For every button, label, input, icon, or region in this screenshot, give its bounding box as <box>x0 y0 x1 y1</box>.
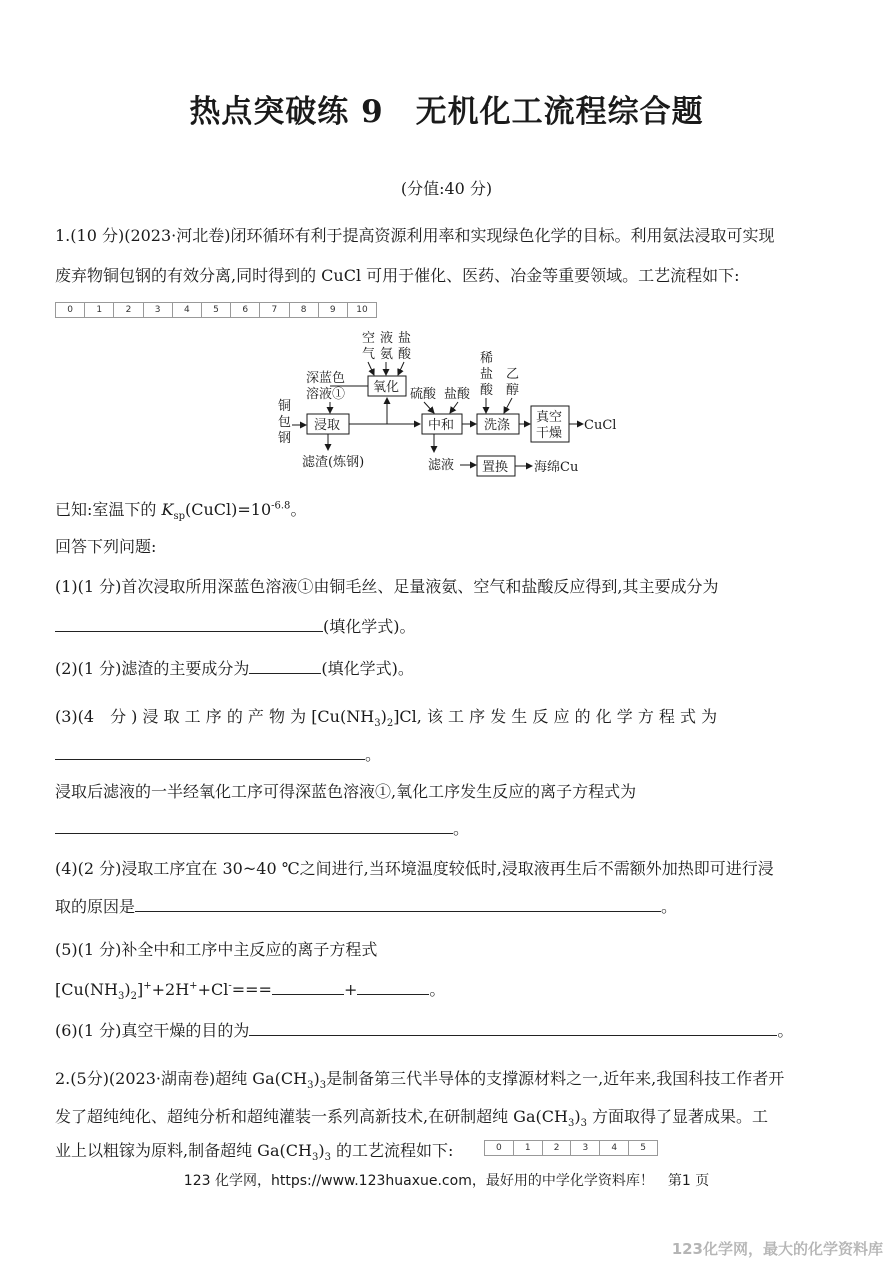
ruler-cell[interactable]: 0 <box>485 1141 514 1155</box>
answer-blank-p5a[interactable] <box>272 980 344 995</box>
flow-custeel-1: 铜 <box>278 399 292 414</box>
answer-blank-p3a[interactable] <box>55 745 365 760</box>
q1-part1: (1)(1 分)首次浸取所用深蓝色溶液①由铜毛丝、足量液氨、空气和盐酸反应得到,其主要成分为 <box>55 577 719 596</box>
ruler-cell[interactable]: 3 <box>144 303 173 317</box>
flow-sponge-cu: 海绵Cu <box>534 460 579 475</box>
site-watermark: 123化学网，最大的化学资料库 <box>671 1240 883 1258</box>
q1-intro-line1: 1.(10 分)(2023·河北卷)闭环循环有利于提高资源利用率和实现绿色化学的目标。利用氨法浸取可实现 <box>55 226 775 245</box>
flow-dil-2: 盐 <box>480 367 494 382</box>
q1-intro-line2: 废弃物铜包钢的有效分离,同时得到的 CuCl 可用于催化、医药、冶金等重要领域。工艺流程如下: <box>55 266 740 285</box>
ruler-cell[interactable]: 0 <box>56 303 85 317</box>
flow-deepblue-2: 溶液① <box>306 387 346 402</box>
q1-part1-answer: (填化学式)。 <box>55 614 416 637</box>
q1-part2: (2)(1 分)滤渣的主要成分为 (填化学式)。 <box>55 659 414 678</box>
ruler-cell[interactable]: 2 <box>543 1141 572 1155</box>
answer-blank-p6[interactable] <box>249 1021 777 1036</box>
ruler-cell[interactable]: 6 <box>231 303 260 317</box>
ruler-cell[interactable]: 3 <box>571 1141 600 1155</box>
ruler-cell[interactable]: 1 <box>514 1141 543 1155</box>
ruler-cell[interactable]: 2 <box>114 303 143 317</box>
flow-nh3-1: 液 <box>380 331 394 346</box>
q1-part3b: 浸取后滤液的一半经氧化工序可得深蓝色溶液①,氧化工序发生反应的离子方程式为 <box>55 782 637 801</box>
flow-product: CuCl <box>584 418 617 433</box>
ruler-cell[interactable]: 10 <box>356 305 368 315</box>
flow-eth-2: 醇 <box>506 383 520 398</box>
process-flow-diagram <box>270 328 630 488</box>
ruler-cell[interactable]: 4 <box>173 303 202 317</box>
flow-wash: 洗涤 <box>484 418 511 433</box>
answer-prompt: 回答下列问题: <box>55 537 157 556</box>
flow-custeel-3: 钢 <box>278 431 292 446</box>
flow-custeel-2: 包 <box>278 415 292 430</box>
flow-leach: 浸取 <box>314 418 341 433</box>
flow-hcl2: 盐酸 <box>444 387 471 402</box>
q1-part4-line2: 取的原因是 。 <box>55 897 678 916</box>
flow-air-1: 空 <box>362 331 376 346</box>
flow-oxidize: 氧化 <box>373 380 400 395</box>
flow-deepblue-1: 深蓝色 <box>306 371 346 386</box>
answer-blank-p5b[interactable] <box>357 980 429 995</box>
answer-blank-p4[interactable] <box>135 897 661 912</box>
flow-dil-1: 稀 <box>480 351 494 366</box>
known-condition: 已知:室温下的 $K_{sp}(CuCl)=10^{-6.8}$。 <box>55 500 307 523</box>
flow-neutralize: 中和 <box>428 418 455 433</box>
q1-part5-equation: $[Cu(NH_3)_2]^++2H^++Cl^-===$ + 。 <box>55 980 446 1003</box>
score-ruler-q1[interactable] <box>55 302 377 318</box>
flow-dry-1: 真空 <box>536 410 563 425</box>
q1-part4-line1: (4)(2 分)浸取工序宜在 30~40 ℃之间进行,当环境温度较低时,浸取液再生后不需额外加热即可进行浸 <box>55 859 774 878</box>
score-ruler-q2[interactable] <box>484 1140 658 1156</box>
flow-eth-1: 乙 <box>506 367 520 382</box>
score-note: (分值:40 分) <box>400 179 493 198</box>
answer-blank-p3b[interactable] <box>55 819 453 834</box>
flow-air-2: 气 <box>362 347 376 362</box>
q1-part5: (5)(1 分)补全中和工序中主反应的离子方程式 <box>55 940 378 959</box>
ruler-cell[interactable]: 9 <box>319 303 348 317</box>
ruler-cell[interactable]: 1 <box>85 303 114 317</box>
ruler-cell[interactable]: 4 <box>600 1141 629 1155</box>
q1-part6: (6)(1 分)真空干燥的目的为 。 <box>55 1021 794 1040</box>
answer-blank-p2[interactable] <box>249 659 321 674</box>
q1-part3b-answer: 。 <box>55 816 469 839</box>
flow-dry-2: 干燥 <box>536 426 563 441</box>
ruler-cell[interactable]: 5 <box>640 1143 646 1153</box>
flow-nh3-2: 氨 <box>380 347 394 362</box>
ruler-cell[interactable]: 8 <box>290 303 319 317</box>
flow-replace: 置换 <box>482 460 509 475</box>
q2-line2: 发了超纯纯化、超纯分析和超纯灌装一系列高新技术,在研制超纯 $Ga(CH_3)_3$ 方面取得了显著成果。工 <box>55 1107 769 1130</box>
page-title: 热点突破练 9 无机化工流程综合题 <box>189 94 704 130</box>
flow-sulfuric: 硫酸 <box>410 387 437 402</box>
flow-dil-3: 酸 <box>480 383 494 398</box>
q2-line3: 业上以粗镓为原料,制备超纯 $Ga(CH_3)_3$ 的工艺流程如下: <box>55 1141 454 1164</box>
q2-line1: 2.(5分)(2023·湖南卷)超纯 $Ga(CH_3)_3$是制备第三代半导体的支撑源材料之一,近年来,我国科技工作者开 <box>55 1069 785 1092</box>
answer-blank-p1[interactable] <box>55 617 323 632</box>
ruler-cell[interactable]: 7 <box>260 303 289 317</box>
q1-part3: (3)(4 分 ) 浸 取 工 序 的 产 物 为 $[Cu(NH_3)_2]Cl$, 该 工 序 发 生 反 应 的 化 学 方 程 式 为 <box>55 707 718 730</box>
flow-residue: 滤渣(炼钢) <box>302 455 365 470</box>
flow-hcl-1: 盐 <box>398 331 412 346</box>
page-footer: 123 化学网，https://www.123huaxue.com，最好用的中学化学资料库！ 第1 页 <box>183 1173 710 1189</box>
flow-filtrate: 滤液 <box>428 458 455 473</box>
flow-hcl-2: 酸 <box>398 347 412 362</box>
ruler-cell[interactable]: 5 <box>202 303 231 317</box>
q1-part3-answer: 。 <box>55 742 381 765</box>
